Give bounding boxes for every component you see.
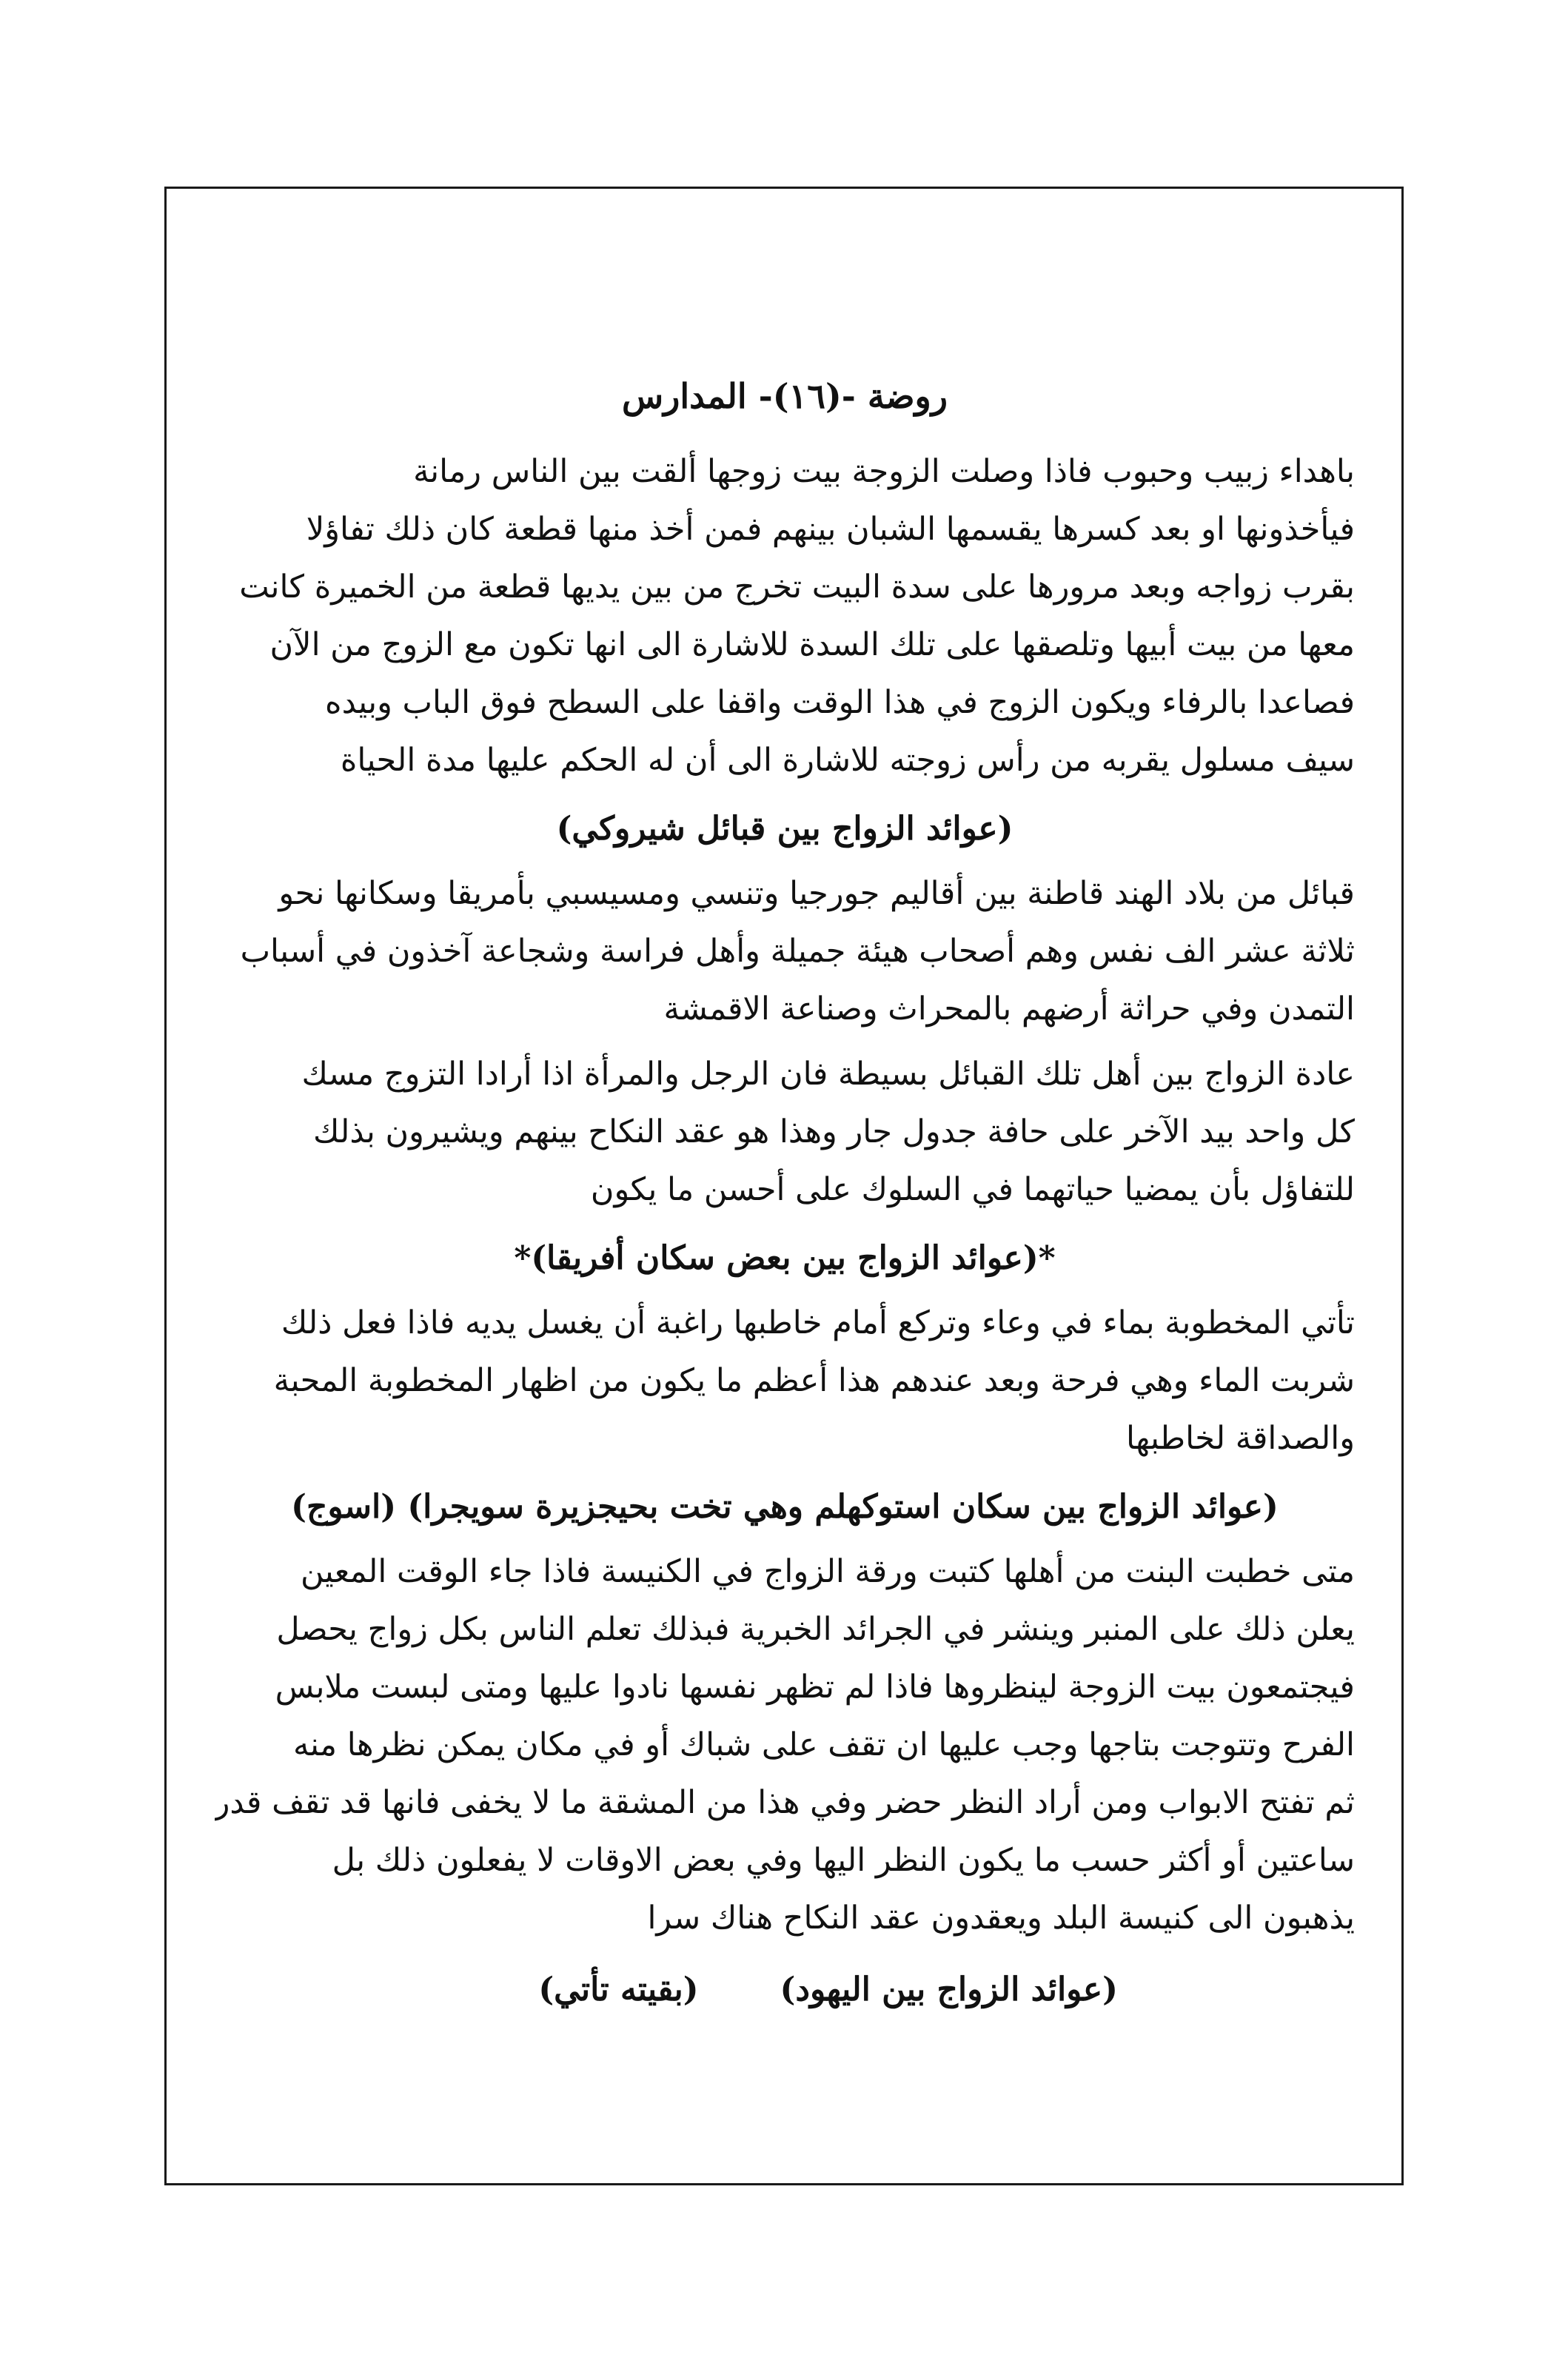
text-line: باهداء زبيب وحبوب فاذا وصلت الزوجة بيت زوجها ألقت بين الناس رمانة	[413, 453, 1355, 490]
text-line: ثم تفتح الابواب ومن أراد النظر حضر وفي هذا من المشقة ما لا يخفى فانها قد تقف قدر	[215, 1784, 1355, 1821]
text-line: فصاعدا بالرفاء ويكون الزوج في هذا الوقت واقفا على السطح فوق الباب وبيده	[325, 684, 1355, 721]
text-line: قبائل من بلاد الهند قاطنة بين أقاليم جورجيا وتنسي ومسيسبي بأمريقا وسكانها نحو	[278, 875, 1355, 912]
page-content	[215, 370, 1355, 2020]
paragraph-intro	[215, 443, 1355, 789]
text-line: تأتي المخطوبة بماء في وعاء وتركع أمام خاطبها راغبة أن يغسل يديه فاذا فعل ذلك	[281, 1304, 1355, 1341]
paragraph-stockholm	[215, 1543, 1355, 1947]
next-section-heading: (عوائد الزواج بين اليهود)	[780, 1971, 1118, 2008]
text-line: يعلن ذلك على المنبر وينشر في الجرائد الخبرية فبذلك تعلم الناس بكل زواج يحصل	[276, 1611, 1355, 1648]
text-line: ثلاثة عشر الف نفس وهم أصحاب هيئة جميلة وأهل فراسة وشجاعة آخذون في أسباب	[240, 933, 1355, 970]
text-line: متى خطبت البنت من أهلها كتبت ورقة الزواج في الكنيسة فاذا جاء الوقت المعين	[301, 1553, 1355, 1590]
text-line: ساعتين أو أكثر حسب ما يكون النظر اليها وفي بعض الاوقات لا يفعلون ذلك بل	[332, 1842, 1355, 1879]
continued-note: (بقيته تأتي)	[538, 1971, 699, 2008]
text-line: يذهبون الى كنيسة البلد ويعقدون عقد النكاح هناك سرا	[647, 1900, 1355, 1937]
section-heading: (عوائد الزواج بين قبائل شيروكي)	[556, 810, 1013, 848]
section-heading: (عوائد الزواج بين سكان استوكهلم وهي تخت بحيجزيرة سويجرا) (اسوج)	[291, 1488, 1279, 1526]
text-line: كل واحد بيد الآخر على حافة جدول جار وهذا هو عقد النكاح بينهم ويشيرون بذلك	[312, 1113, 1355, 1150]
page-header: روضة -(١٦)- المدارس	[621, 376, 948, 416]
text-line: معها من بيت أبيها وتلصقها على تلك السدة للاشارة الى انها تكون مع الزوج من الآن	[269, 626, 1355, 663]
section-heading: *(عوائد الزواج بين بعض سكان أفريقا)*	[514, 1239, 1056, 1277]
text-line: التمدن وفي حراثة أرضهم بالمحراث وصناعة الاقمشة	[663, 991, 1355, 1028]
text-line: فيجتمعون بيت الزوجة لينظروها فاذا لم تظهر نفسها نادوا عليها ومتى لبست ملابس	[275, 1669, 1355, 1706]
text-line: شربت الماء وهي فرحة وبعد عندهم هذا أعظم ما يكون من اظهار المخطوبة المحبة	[273, 1362, 1355, 1399]
text-line: والصداقة لخاطبها	[1126, 1420, 1355, 1457]
text-line: عادة الزواج بين أهل تلك القبائل بسيطة فان الرجل والمرأة اذا أرادا التزوج مسك	[301, 1056, 1355, 1093]
paragraph-cherokee-custom	[215, 1045, 1355, 1219]
paragraph-africa	[215, 1294, 1355, 1467]
text-line: سيف مسلول يقربه من رأس زوجته للاشارة الى أن له الحكم عليها مدة الحياة	[340, 742, 1355, 779]
text-line: بقرب زواجه وبعد مرورها على سدة البيت تخرج من بين يديها قطعة من الخميرة كانت	[239, 569, 1355, 606]
paragraph-cherokee	[215, 865, 1355, 1038]
text-line: فيأخذونها او بعد كسرها يقسمها الشبان بينهم فمن أخذ منها قطعة كان ذلك تفاؤلا	[306, 511, 1355, 548]
page-footer	[215, 1960, 1355, 2020]
text-line: للتفاؤل بأن يمضيا حياتهما في السلوك على أحسن ما يكون	[590, 1171, 1355, 1208]
text-line: الفرح وتتوجت بتاجها وجب عليها ان تقف على شباك أو في مكان يمكن نظرها منه	[293, 1726, 1355, 1763]
